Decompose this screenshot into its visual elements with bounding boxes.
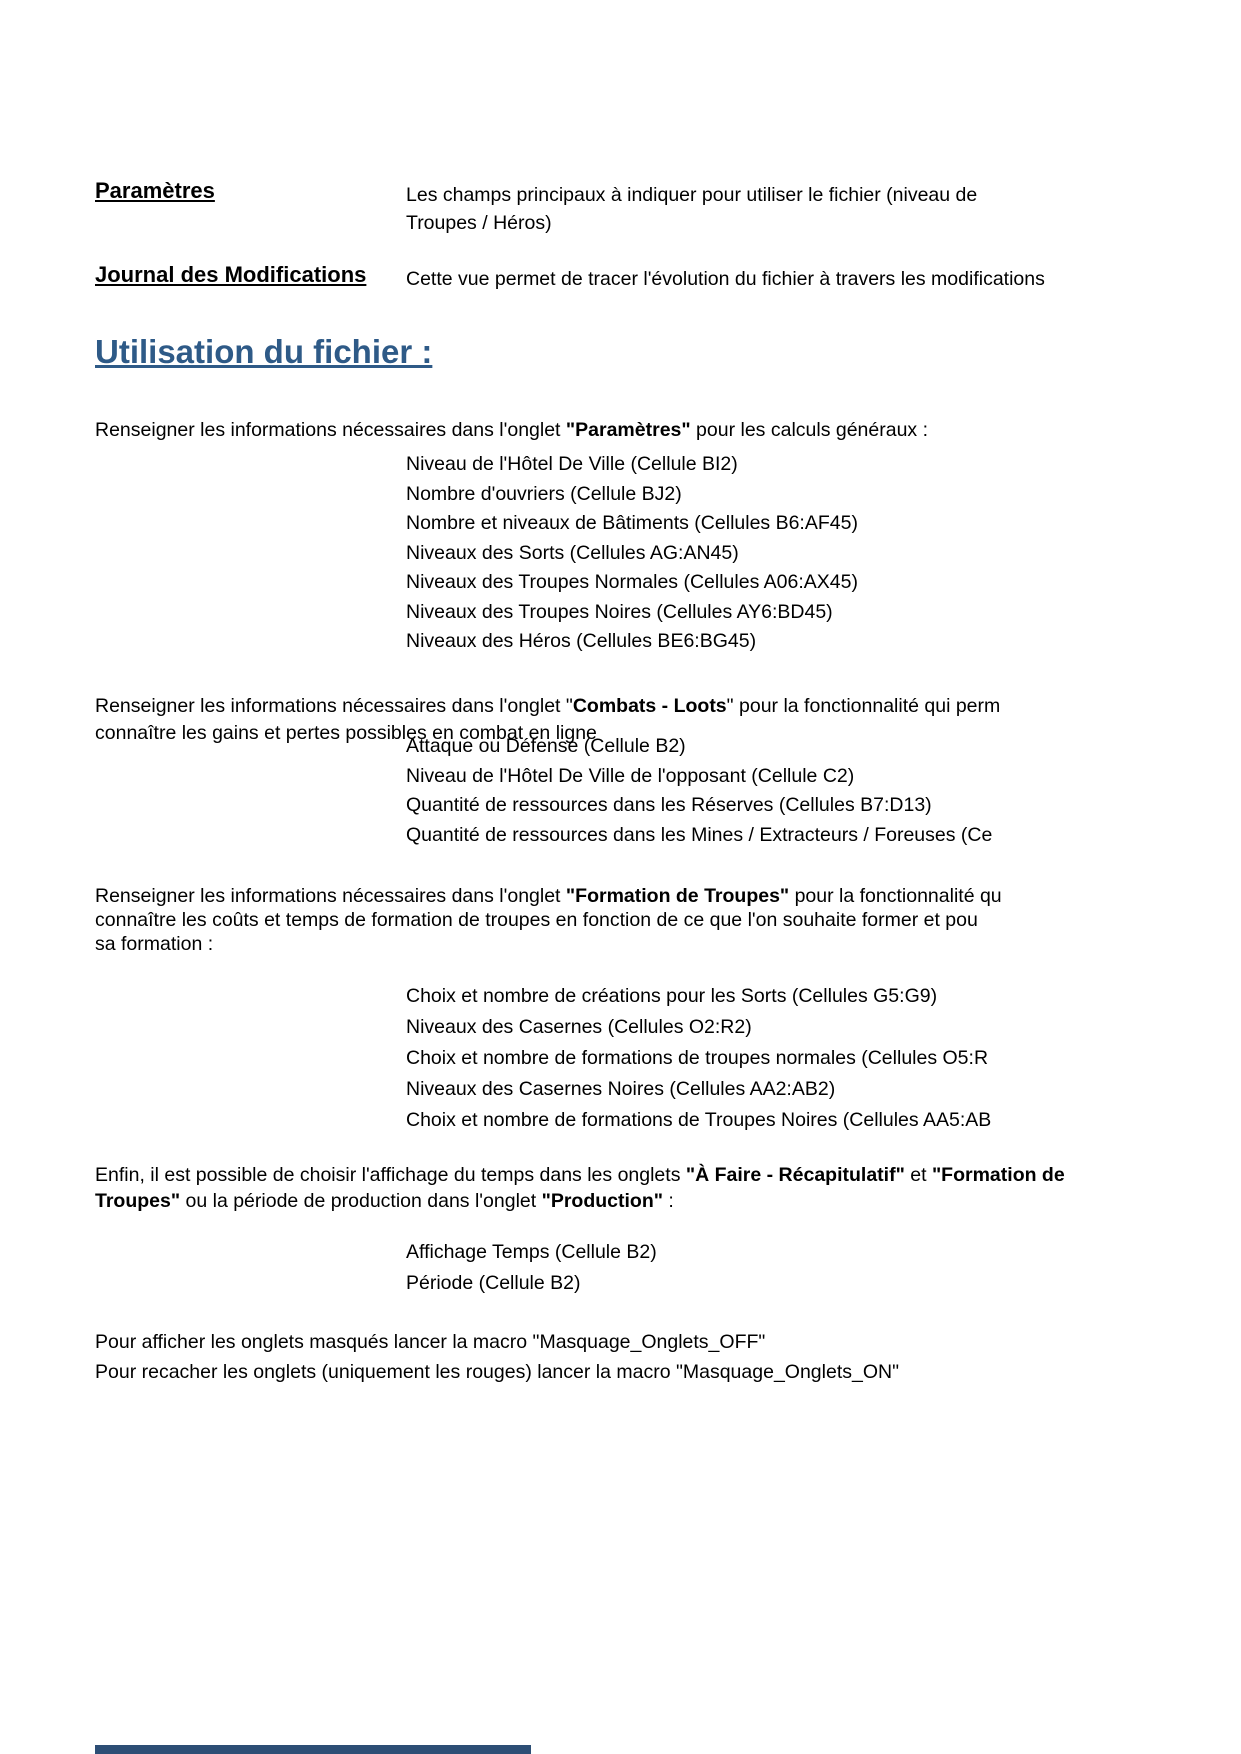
paragraph-onglet-parametres: [95, 418, 928, 442]
list-item: Niveaux des Casernes (Cellules O2:R2): [406, 1016, 752, 1038]
list-item: Niveau de l'Hôtel De Ville (Cellule BI2): [406, 453, 738, 475]
paragraph-line: Renseigner les informations nécessaires dans l'onglet "Paramètres" pour les calculs généraux :: [95, 419, 929, 441]
list-affichage-cells: [406, 1237, 657, 1299]
list-item: Niveaux des Sorts (Cellules AG:AN45): [406, 541, 739, 564]
list-item: Choix et nombre de créations pour les Sorts (Cellules G5:G9): [406, 985, 938, 1007]
list-item: Niveaux des Troupes Noires (Cellules AY6:BD45): [406, 600, 833, 623]
glossary-desc-parametres: [406, 181, 977, 237]
paragraph-onglet-formation-de-troupes: [95, 884, 1002, 956]
list-combats-cells: [406, 732, 992, 850]
macro-instruction-onglets-off: Pour afficher les onglets masqués lancer la macro "Masquage_Onglets_OFF": [95, 1331, 766, 1353]
list-item: Attaque ou Défense (Cellule B2): [406, 735, 686, 757]
list-item: Quantité de ressources dans les Réserves (Cellules B7:D13): [406, 794, 932, 816]
paragraph-line: Enfin, il est possible de choisir l'affichage du temps dans les onglets "À Faire - Récapitulatif" et "Formation de: [95, 1164, 1065, 1186]
paragraph-line: sa formation :: [95, 933, 214, 955]
glossary-term-parametres: Paramètres: [95, 178, 215, 203]
clipped-next-heading-bar: [95, 1745, 531, 1754]
paragraph-line: connaître les gains et pertes possibles en combat en ligne: [95, 722, 597, 744]
list-item: Nombre et niveaux de Bâtiments (Cellules B6:AF45): [406, 512, 858, 534]
paragraph-affichage-temps: [95, 1162, 1065, 1214]
paragraph-line: Renseigner les informations nécessaires dans l'onglet "Combats - Loots" pour la fonctionnalité qui perm: [95, 695, 1001, 717]
section-heading-utilisation-du-fichier: Utilisation du fichier :: [95, 333, 433, 370]
list-item: Choix et nombre de formations de troupes normales (Cellules O5:R: [406, 1047, 989, 1069]
paragraph-onglet-combats-loots: [95, 694, 1000, 718]
glossary-desc-line: Les champs principaux à indiquer pour utiliser le fichier (niveau de: [406, 184, 978, 206]
glossary-desc-line: Troupes / Héros): [406, 212, 552, 234]
list-item: Nombre d'ouvriers (Cellule BJ2): [406, 482, 682, 505]
macro-instruction-onglets-on: Pour recacher les onglets (uniquement les rouges) lancer la macro "Masquage_Onglets_ON": [95, 1361, 900, 1383]
list-item: Niveau de l'Hôtel De Ville de l'opposant (Cellule C2): [406, 764, 855, 787]
paragraph-line: Renseigner les informations nécessaires dans l'onglet "Formation de Troupes" pour la fonctionnalité qu: [95, 885, 1002, 907]
list-parametres-cells: [406, 450, 858, 657]
paragraph-clipped-line-combats: [95, 721, 597, 744]
list-item: Quantité de ressources dans les Mines / Extracteurs / Foreuses (Ce: [406, 823, 993, 846]
list-item: Période (Cellule B2): [406, 1272, 581, 1294]
list-item: Niveaux des Troupes Normales (Cellules A06:AX45): [406, 571, 858, 593]
list-item: Niveaux des Casernes Noires (Cellules AA2:AB2): [406, 1078, 836, 1100]
paragraph-line: connaître les coûts et temps de formation de troupes en fonction de ce que l'on souhaite former et pou: [95, 909, 978, 931]
glossary-desc-line: Cette vue permet de tracer l'évolution du fichier à travers les modifications: [406, 268, 1045, 290]
list-formation-troupes-cells: [406, 981, 991, 1136]
paragraph-line: Troupes" ou la période de production dans l'onglet "Production" :: [95, 1190, 674, 1212]
list-item: Niveaux des Héros (Cellules BE6:BG45): [406, 630, 757, 652]
list-item: Choix et nombre de formations de Troupes Noires (Cellules AA5:AB: [406, 1109, 992, 1131]
glossary-desc-journal: [406, 265, 1045, 293]
list-item: Affichage Temps (Cellule B2): [406, 1241, 657, 1263]
glossary-term-journal-des-modifications: Journal des Modifications: [95, 262, 367, 287]
